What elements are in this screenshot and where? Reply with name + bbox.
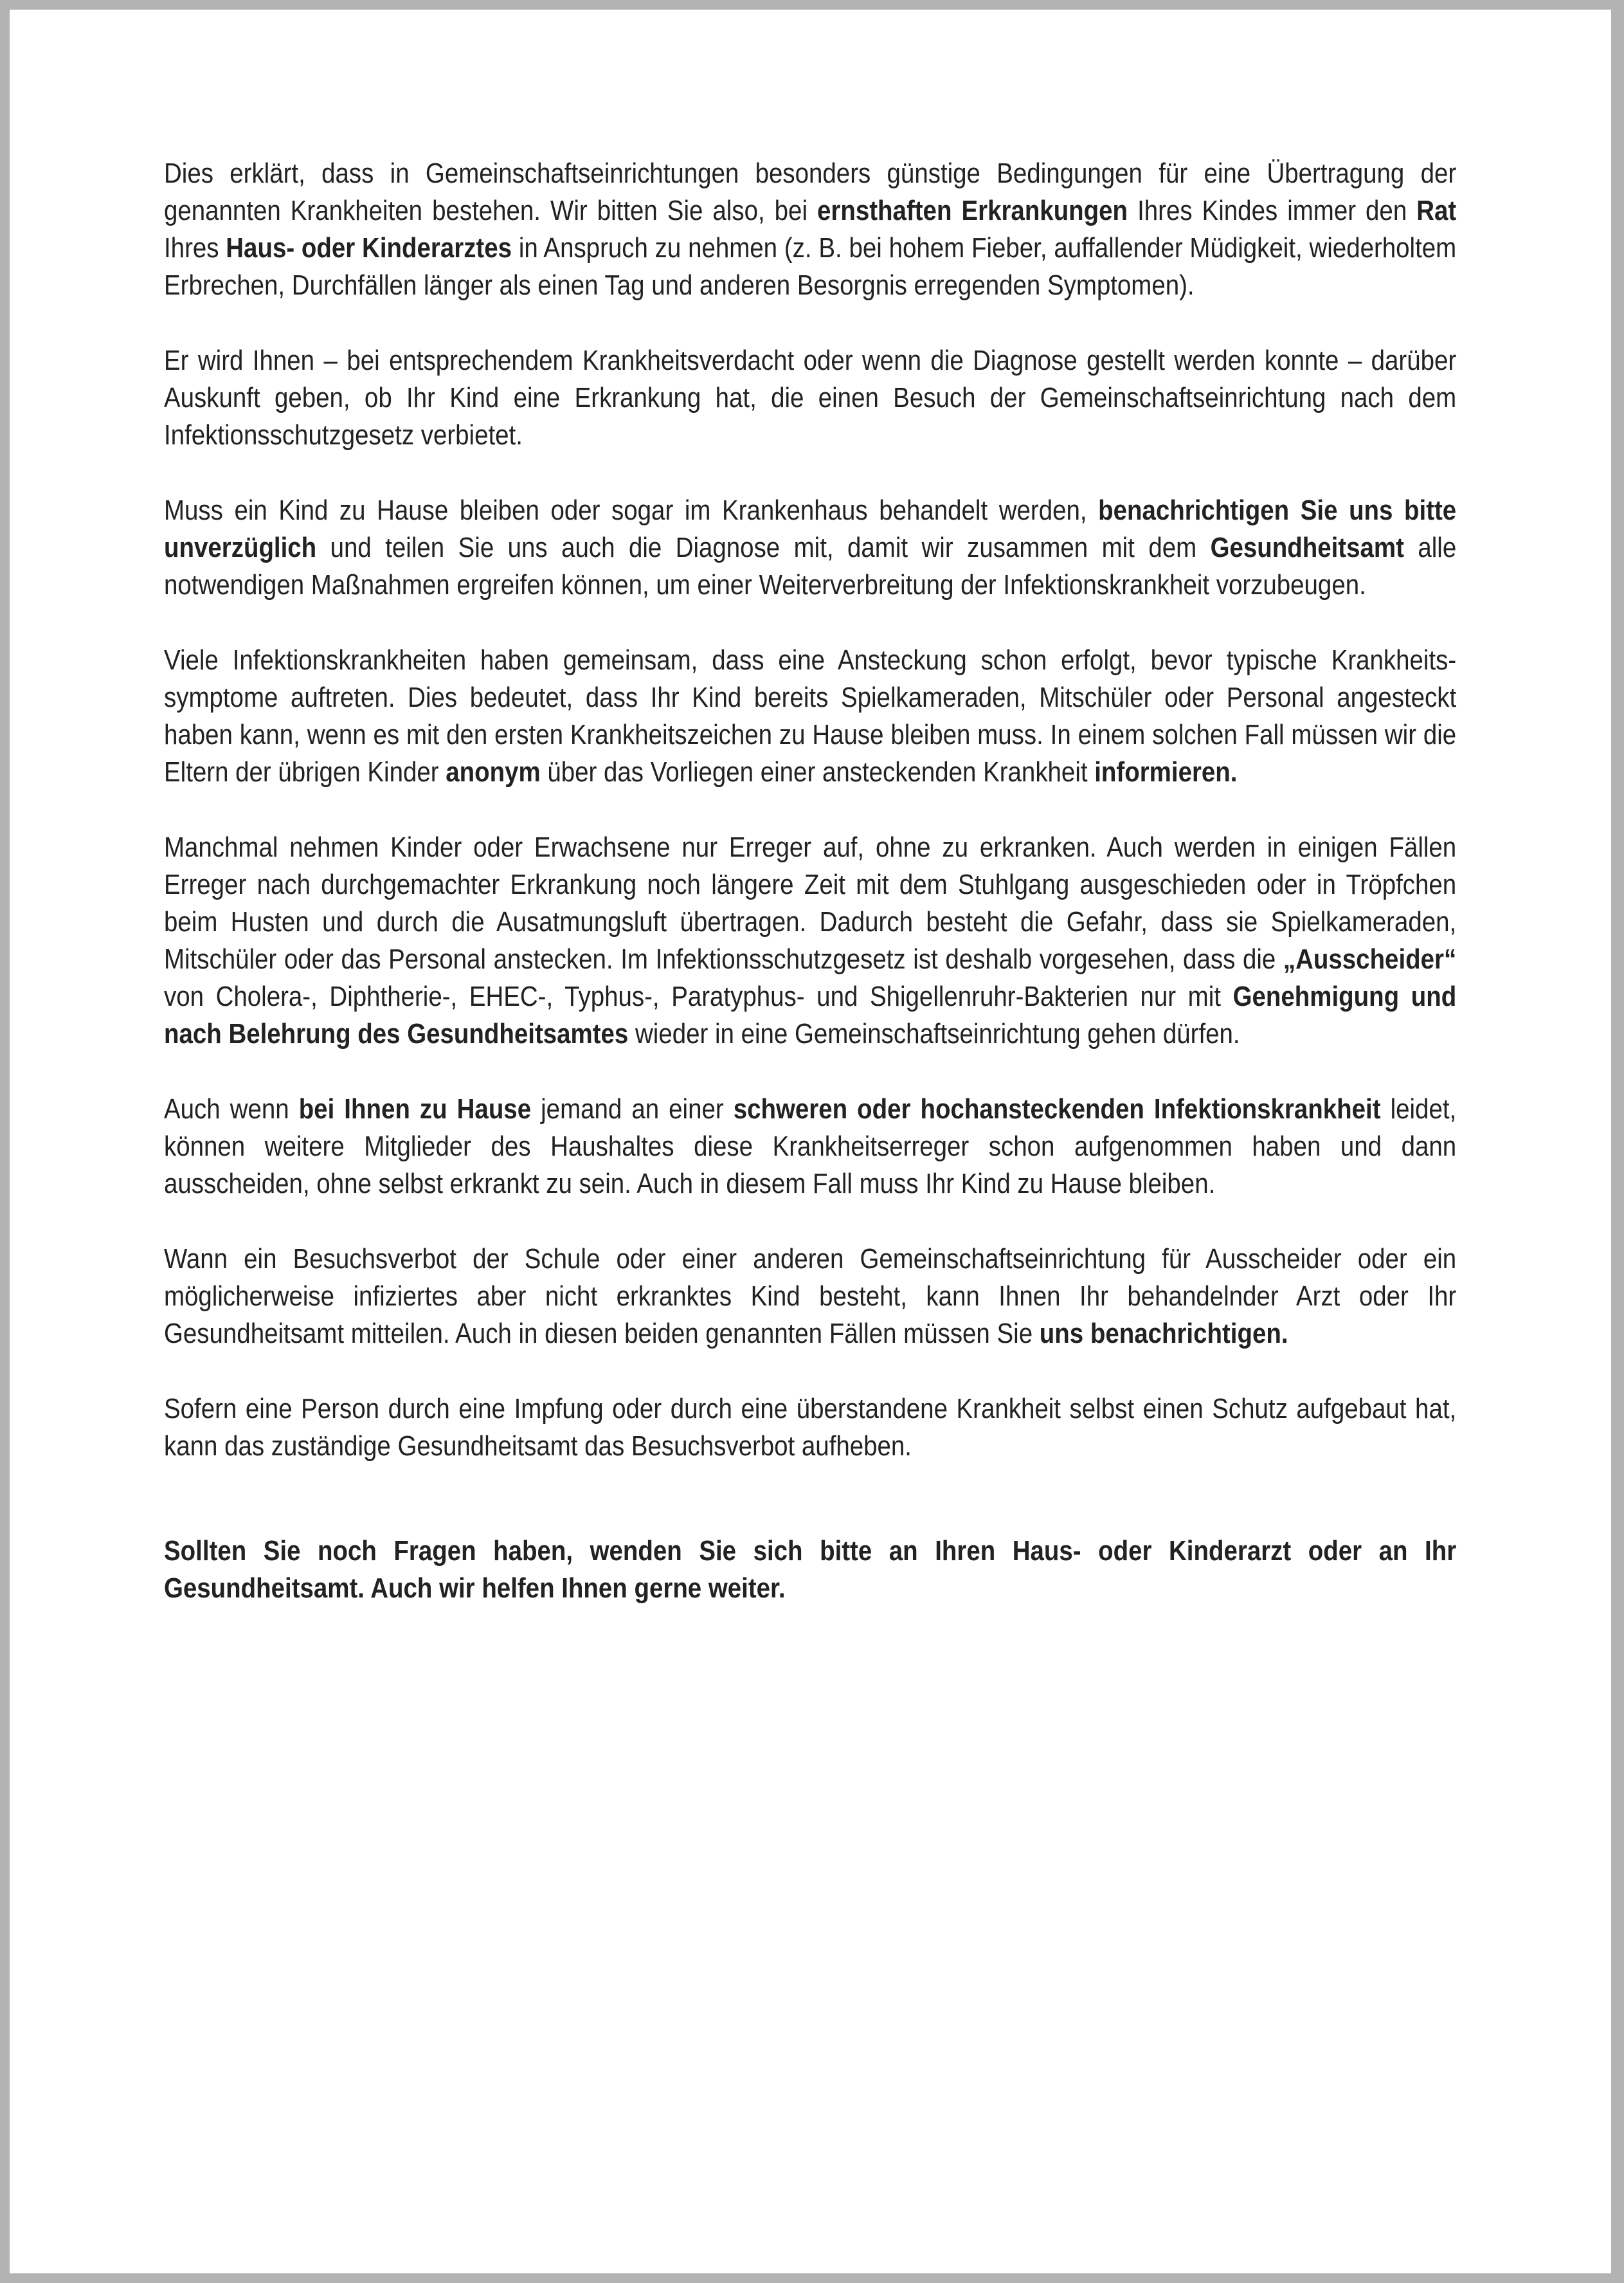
bold-text-segment: Genehmigung und nach Belehrung des Gesundheitsamtes bbox=[164, 981, 1457, 1050]
text-segment: Dies erklärt, dass in Gemeinschaftseinrichtungen besonders günstige Bedingungen für eine Übertragung der genannten Krankheiten bestehen. Wir bitten Sie also, bei bbox=[164, 158, 1457, 226]
document-page bbox=[10, 10, 1611, 2273]
bold-text-segment: Rat bbox=[1416, 195, 1457, 226]
text-segment: Auch wenn bbox=[164, 1093, 299, 1125]
text-segment: Ihres Kindes immer den bbox=[1128, 195, 1417, 226]
bold-text-segment: Haus- oder Kinderarztes bbox=[226, 232, 512, 264]
paragraph bbox=[164, 492, 1456, 604]
text-segment: von Cholera-, Diphtherie-, EHEC-, Typhus-, Paratyphus- und Shigellenruhr-Bakterien nur mit bbox=[164, 981, 1233, 1012]
paragraph bbox=[164, 1091, 1456, 1203]
bold-text-segment: bei Ihnen zu Hause bbox=[298, 1093, 532, 1125]
bold-text-segment: uns benachrichtigen. bbox=[1039, 1318, 1288, 1349]
text-segment: Sofern eine Person durch eine Impfung oder durch eine überstandene Krankheit selbst einen Schutz aufgebaut hat, kann das zuständige Gesundheitsamt das Besuchsverbot aufheben. bbox=[164, 1393, 1457, 1462]
bold-text-segment: informieren. bbox=[1094, 756, 1238, 788]
bold-text-segment: ernsthaften Erkrankungen bbox=[817, 195, 1128, 226]
text-segment: Wann ein Besuchsverbot der Schule oder einer anderen Gemeinschaftseinrichtung für Ausscheider oder ein möglicherweise infiziertes aber nicht erkranktes Kind besteht, kann Ihnen Ihr behandelnder Arzt oder Ihr Gesundheitsamt mitteilen. Auch in diesen beiden genannten Fällen müssen Sie bbox=[164, 1243, 1457, 1349]
text-segment: wieder in eine Gemeinschaftseinrichtung gehen dürfen. bbox=[628, 1018, 1240, 1050]
paragraph bbox=[164, 342, 1456, 454]
text-segment: jemand an einer bbox=[531, 1093, 734, 1125]
paragraph bbox=[164, 155, 1456, 304]
text-segment: leidet, können weitere Mitglieder des Haushaltes diese Krankheitserreger schon aufgenommen haben und dann ausscheiden, ohne selbst erkrankt zu sein. Auch in diesem Fall muss Ihr Kind zu Hause bleiben. bbox=[164, 1093, 1457, 1199]
bold-text-segment: anonym bbox=[446, 756, 541, 788]
paragraph bbox=[164, 1533, 1456, 1607]
paragraph bbox=[164, 642, 1456, 791]
text-segment: Muss ein Kind zu Hause bleiben oder sogar im Krankenhaus behandelt werden, bbox=[164, 495, 1099, 526]
bold-text-segment: „Ausscheider“ bbox=[1283, 943, 1457, 975]
text-segment: Er wird Ihnen – bei entsprechendem Krankheitsverdacht oder wenn die Diagnose gestellt werden konnte – darüber Auskunft geben, ob Ihr Kind eine Erkrankung hat, die einen Besuch der Gemeinschaftseinrichtung nach dem Infektionsschutzgesetz verbietet. bbox=[164, 345, 1457, 451]
text-segment: in Anspruch zu nehmen (z. B. bei hohem Fieber, auffallender Müdigkeit, wiederholtem Erbrechen, Durchfällen länger als einen Tag und anderen Besorgnis erregenden Symptomen). bbox=[164, 232, 1457, 301]
bold-text-segment: Gesundheitsamt bbox=[1210, 532, 1404, 563]
bold-text-segment: benachrichtigen Sie uns bitte unverzüglich bbox=[164, 495, 1457, 563]
paragraph bbox=[164, 829, 1456, 1053]
bold-text-segment: Sollten Sie noch Fragen haben, wenden Sie sich bitte an Ihren Haus- oder Kinderarzt oder an Ihr Gesundheitsamt. Auch wir helfen Ihnen gerne weiter. bbox=[164, 1535, 1457, 1604]
text-segment: alle notwendigen Maßnahmen ergreifen können, um einer Weiterverbreitung der Infektionskrankheit vorzubeugen. bbox=[164, 532, 1457, 601]
bold-text-segment: schweren oder hochansteckenden Infektionskrankheit bbox=[733, 1093, 1381, 1125]
text-segment: und teilen Sie uns auch die Diagnose mit, damit wir zusammen mit dem bbox=[316, 532, 1211, 563]
text-segment: Ihres bbox=[164, 232, 226, 264]
paragraph bbox=[164, 1390, 1456, 1465]
text-segment: Viele Infektionskrankheiten haben gemeinsam, dass eine Ansteckung schon erfolgt, bevor typische Krankheitssymptome auftreten. Dies bedeutet, dass Ihr Kind bereits Spielkameraden, Mitschüler oder Personal angesteckt haben kann, wenn es mit den ersten Krankheitszeichen zu Hause bleiben muss. In einem solchen Fall müssen wir die Eltern der übrigen Kinder bbox=[164, 644, 1457, 788]
document-body bbox=[164, 155, 1456, 1645]
text-segment: über das Vorliegen einer ansteckenden Krankheit bbox=[540, 756, 1095, 788]
paragraph bbox=[164, 1241, 1456, 1352]
text-segment: Manchmal nehmen Kinder oder Erwachsene nur Erreger auf, ohne zu erkranken. Auch werden in einigen Fällen Erreger nach durchgemachter Erkrankung noch längere Zeit mit dem Stuhlgang ausgeschieden oder in Tröpfchen beim Husten und durch die Ausatmungsluft übertragen. Dadurch besteht die Gefahr, dass sie Spielkameraden, Mitschüler oder das Personal anstecken. Im Infektionsschutzgesetz ist deshalb vorgesehen, dass die bbox=[164, 832, 1457, 975]
